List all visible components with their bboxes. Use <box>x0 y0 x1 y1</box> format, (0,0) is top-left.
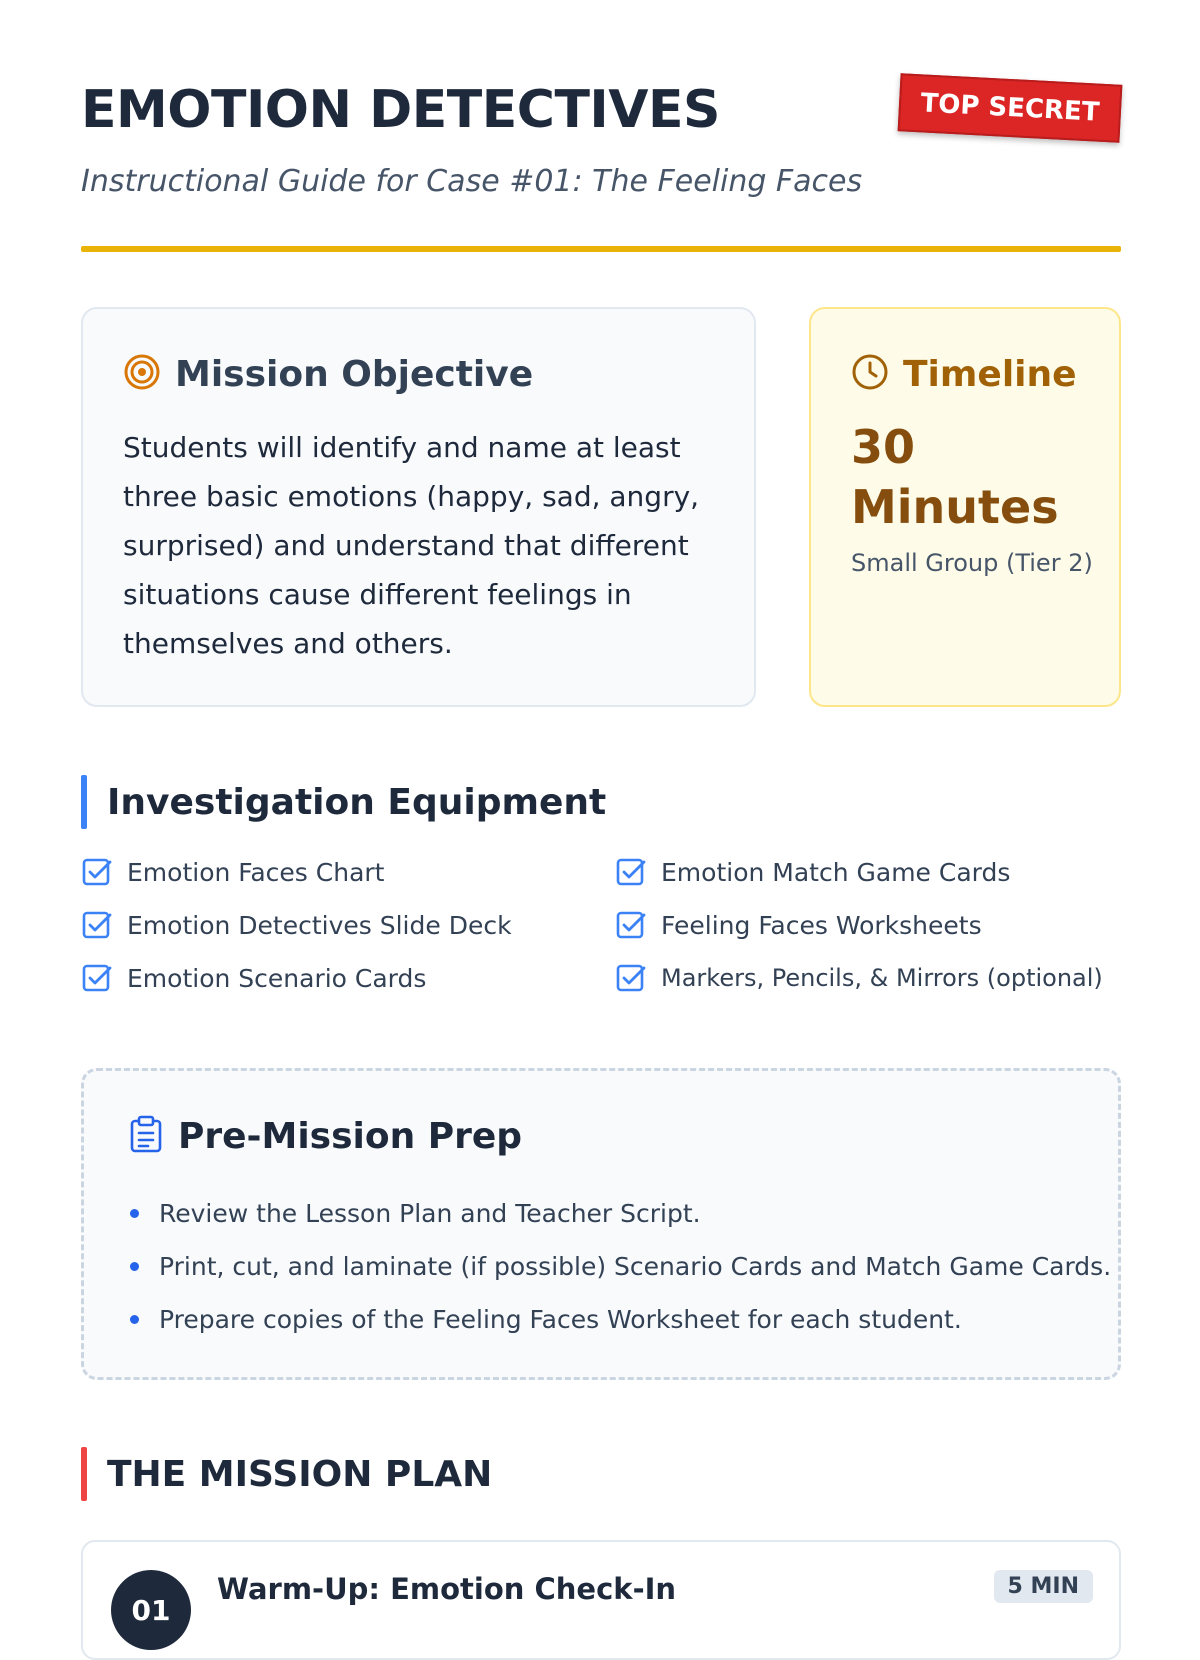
checkbox-checked-icon <box>615 962 647 994</box>
page-title: EMOTION DETECTIVES <box>81 80 720 140</box>
equipment-list <box>81 855 1121 995</box>
equipment-section-header <box>81 775 606 829</box>
mission-plan-accent-bar <box>81 1447 87 1501</box>
mission-objective-card <box>81 307 756 707</box>
timeline-heading: Timeline <box>903 353 1077 395</box>
equipment-item: Emotion Scenario Cards <box>81 961 615 995</box>
equipment-item: Emotion Detectives Slide Deck <box>81 908 615 942</box>
checkbox-checked-icon <box>81 856 113 888</box>
checkbox-checked-icon <box>81 962 113 994</box>
header-divider <box>81 246 1121 252</box>
top-secret-stamp: TOP SECRET <box>898 73 1123 143</box>
prep-heading: Pre-Mission Prep <box>178 1115 523 1157</box>
equipment-item: Feeling Faces Worksheets <box>615 908 1121 942</box>
step-title: Warm-Up: Emotion Check-In <box>217 1572 677 1606</box>
clock-icon <box>851 353 889 395</box>
checkbox-checked-icon <box>615 909 647 941</box>
equipment-accent-bar <box>81 775 87 829</box>
bullet-icon <box>130 1209 139 1218</box>
step-number: 01 <box>111 1570 191 1650</box>
list-item: Review the Lesson Plan and Teacher Script. <box>128 1187 1078 1240</box>
prep-list <box>128 1187 1112 1346</box>
step-duration-badge: 5 MIN <box>994 1570 1093 1603</box>
bullet-icon <box>130 1315 139 1324</box>
mission-step-card <box>81 1540 1121 1660</box>
checkbox-checked-icon <box>81 909 113 941</box>
list-item: Prepare copies of the Feeling Faces Worksheet for each student. <box>128 1293 1078 1346</box>
target-icon <box>123 353 161 395</box>
pre-mission-prep-box <box>81 1068 1121 1380</box>
mission-plan-section-header <box>81 1447 492 1501</box>
equipment-item: Markers, Pencils, & Mirrors (optional) <box>615 961 1121 995</box>
list-item: Print, cut, and laminate (if possible) Scenario Cards and Match Game Cards. <box>128 1240 1078 1293</box>
timeline-duration: 30 Minutes <box>851 420 1059 534</box>
equipment-heading: Investigation Equipment <box>107 781 607 823</box>
equipment-item: Emotion Faces Chart <box>81 855 615 889</box>
mission-objective-heading: Mission Objective <box>175 353 534 395</box>
checkbox-checked-icon <box>615 856 647 888</box>
page-subtitle: Instructional Guide for Case #01: The Feeling Faces <box>81 164 863 199</box>
equipment-item: Emotion Match Game Cards <box>615 855 1121 889</box>
timeline-group: Small Group (Tier 2) <box>851 549 1093 577</box>
bullet-icon <box>130 1262 139 1271</box>
guide-page <box>81 0 1121 1627</box>
mission-plan-heading: THE MISSION PLAN <box>107 1453 493 1495</box>
timeline-card <box>809 307 1121 707</box>
mission-objective-text: Students will identify and name at least three basic emotions (happy, sad, angry, surprised) and understand that different situations cause different feelings in themselves and others. <box>123 431 700 660</box>
clipboard-icon <box>128 1115 164 1157</box>
